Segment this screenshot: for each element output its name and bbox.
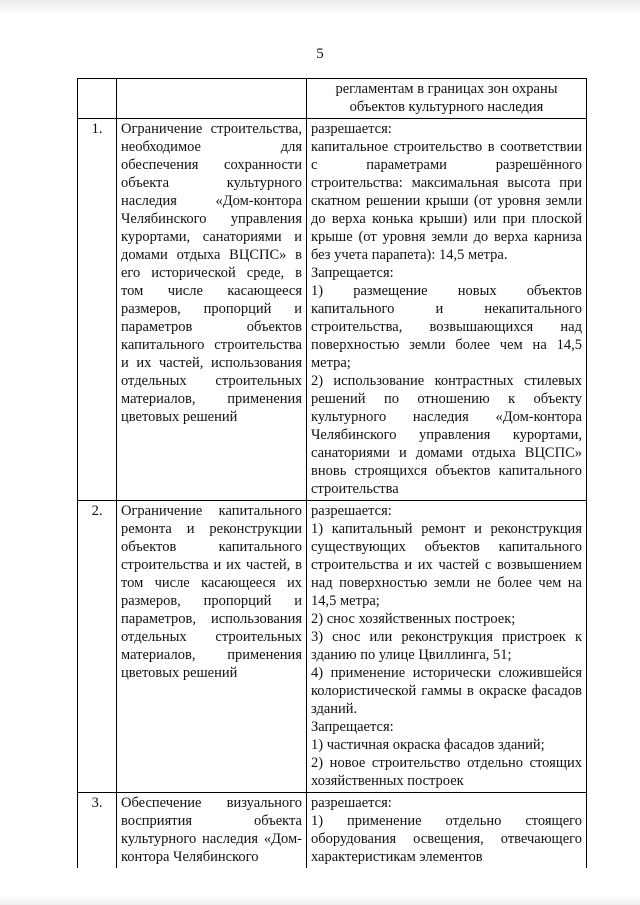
regulation-cell: [307, 119, 587, 501]
regulation-line: 4) применение исторически сложившейся колористической гаммы в окраске фасадов зданий.: [311, 665, 582, 717]
regulation-cell: [307, 501, 587, 793]
restriction-cell: Ограничение строительства, необходимое для обеспечения сохранности объекта культурного наследия «Дом-контора Челябинского управления курортами, санаториями и домами отдыха ВЦСПС» в его исторической среде, в том числе касающееся размеров, пропорций и параметров объектов капитального строительства и их частей, использования отдельных строительных материалов, применения цветовых решений: [117, 119, 307, 501]
header-cell-restriction: [117, 79, 307, 119]
restriction-cell: Ограничение капитального ремонта и реконструкции объектов капитального строительства и их частей, в том числе касающееся их размеров, пропорций и параметров, использования отдельных строительных материалов, применения цветовых решений: [117, 501, 307, 793]
row-number: 2.: [78, 501, 117, 793]
regulation-cell: [307, 793, 587, 869]
regulation-line: 1) применение отдельно стоящего оборудования освещения, отвечающего характеристикам элементов: [311, 813, 582, 865]
header-cell-number: [78, 79, 117, 119]
table-row: [78, 793, 587, 869]
regulation-line: 1) частичная окраска фасадов зданий;: [311, 737, 545, 753]
header-cell-regulation: регламентам в границах зон охраны объектов культурного наследия: [307, 79, 587, 119]
regulation-line: разрешается:: [311, 795, 392, 811]
regulations-table: [77, 78, 587, 868]
scan-top-shadow: [0, 0, 640, 14]
regulation-line: капитальное строительство в соответствии с параметрами разрешённого строительства: максимальная высота при скатном решении крыши (от уровня земли до верха конька крыши) или при плоской крыше (от уровня земли до верха карниза без учета парапета): 14,5 метра.: [311, 139, 582, 263]
table-row: [78, 501, 587, 793]
row-number: 3.: [78, 793, 117, 869]
regulation-line: 1) капитальный ремонт и реконструкция существующих объектов капитального строительства и их частей с возвышением над поверхностью земли не более чем на 14,5 метра;: [311, 521, 582, 609]
regulation-line: 2) снос хозяйственных построек;: [311, 611, 516, 627]
table-header-row: [78, 79, 587, 119]
regulation-line: 2) использование контрастных стилевых решений по отношению к объекту культурного наследия «Дом-контора Челябинского управления курортами, санаториями и домами отдыха ВЦСПС» вновь строящихся объектов капитального строительства: [311, 373, 582, 497]
regulation-line: 2) новое строительство отдельно стоящих хозяйственных построек: [311, 755, 582, 789]
regulation-line: разрешается:: [311, 503, 392, 519]
scan-bottom-shadow: [0, 895, 640, 905]
table-row: [78, 119, 587, 501]
regulation-line: разрешается:: [311, 121, 392, 137]
regulation-line: Запрещается:: [311, 265, 394, 281]
regulation-line: Запрещается:: [311, 719, 394, 735]
regulation-line: 3) снос или реконструкция пристроек к зданию по улице Цвиллинга, 51;: [311, 629, 582, 663]
page-number: 5: [316, 46, 324, 62]
restriction-cell: Обеспечение визуального восприятия объекта культурного наследия «Дом-контора Челябинского: [117, 793, 307, 869]
row-number: 1.: [78, 119, 117, 501]
regulation-line: 1) размещение новых объектов капитального и некапитального строительства, возвышающихся над поверхностью земли более чем на 14,5 метра;: [311, 283, 582, 371]
